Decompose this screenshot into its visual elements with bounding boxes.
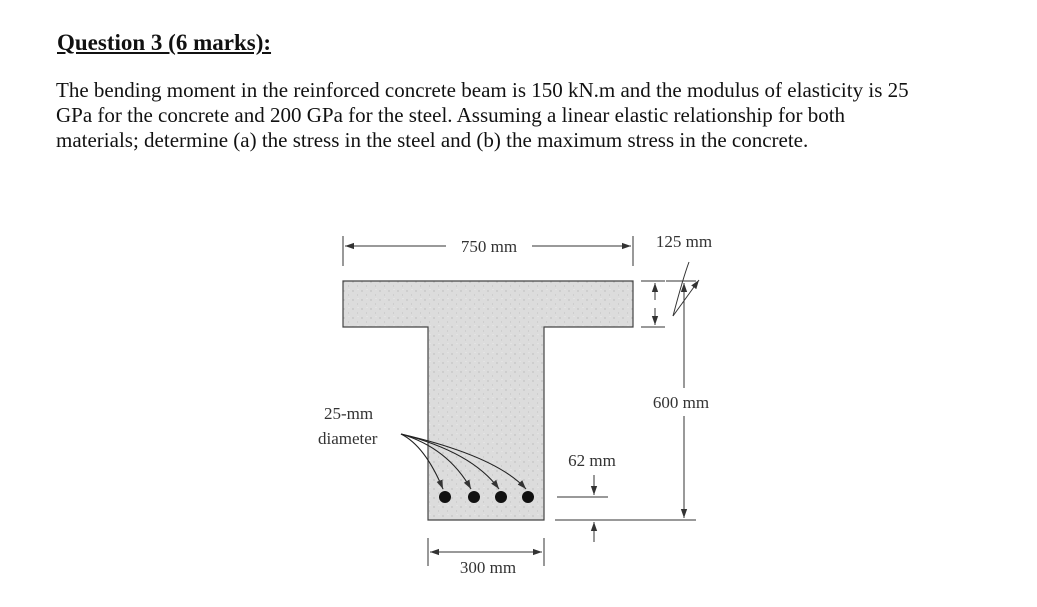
tbeam-section: [343, 281, 633, 520]
dim-web-width-label: 300 mm: [459, 558, 517, 577]
question-line: The bending moment in the reinforced concrete beam is 150 kN.m and the modulus of elasticity is 25: [56, 78, 909, 102]
bar-diameter-label-line1: 25-mm: [324, 404, 374, 423]
dim-total-depth-label: 600 mm: [652, 393, 710, 412]
question-line: GPa for the concrete and 200 GPa for the steel. Assuming a linear elastic relationship for both: [56, 103, 846, 127]
dim-bar-cover: [557, 475, 608, 542]
rebar: [468, 491, 480, 503]
rebar: [439, 491, 451, 503]
dim-flange-thickness-label: 125 mm: [655, 232, 713, 251]
question-title: Question 3 (6 marks):: [57, 30, 272, 55]
rebar: [522, 491, 534, 503]
dim-flange-width-label: 750 mm: [460, 237, 518, 256]
bar-diameter-label-line2: diameter: [318, 429, 378, 448]
question-line: materials; determine (a) the stress in the steel and (b) the maximum stress in the concrete.: [56, 128, 809, 152]
dim-flange-thickness: [641, 262, 699, 327]
dim-bar-cover-label: 62 mm: [568, 451, 616, 470]
rebar: [495, 491, 507, 503]
